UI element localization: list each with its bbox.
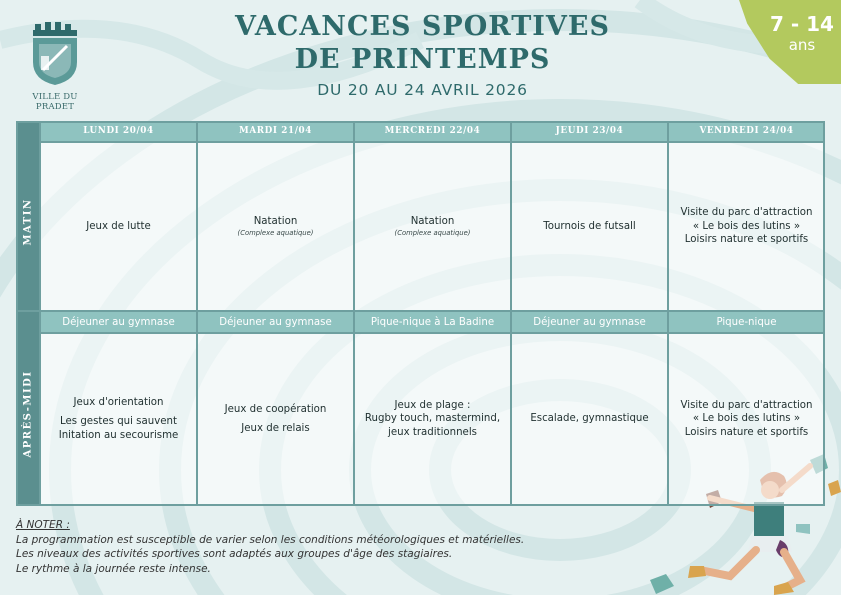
column-divider <box>39 121 41 506</box>
day-column <box>197 121 354 506</box>
afternoon-activity-cell <box>668 334 825 504</box>
note-line: La programmation est susceptible de varier selon les conditions météorologiques et matérielles. <box>16 533 525 546</box>
morning-band <box>16 121 40 322</box>
day-column <box>668 121 825 506</box>
note-line: Le rythme à la journée reste intense. <box>16 562 211 575</box>
age-unit: ans <box>788 36 816 54</box>
afternoon-activity-cell <box>197 334 354 504</box>
morning-activity-cell <box>668 143 825 310</box>
notes-section <box>16 518 596 576</box>
day-column <box>40 121 197 506</box>
page-title <box>150 10 695 99</box>
column-divider <box>196 121 198 506</box>
afternoon-activity-cell <box>511 334 668 504</box>
town-logo <box>16 22 94 112</box>
activity-line: Loisirs nature et sportifs <box>684 426 809 438</box>
age-range: 7 - 14 <box>770 12 834 36</box>
row-divider <box>40 141 825 143</box>
morning-activity-cell <box>511 143 668 310</box>
activity-line: Visite du parc d'attraction <box>680 399 813 411</box>
notes-heading: À NOTER : <box>16 519 70 531</box>
title-line-1: VACANCES SPORTIVES <box>235 11 610 42</box>
lunch-cell: Déjeuner au gymnase <box>40 312 197 332</box>
column-divider <box>510 121 512 506</box>
activity-location-note: (Complexe aquatique) <box>394 228 471 237</box>
activity-line: Natation <box>410 216 455 228</box>
day-column <box>511 121 668 506</box>
activity-line: Natation <box>253 216 298 228</box>
activity-line: Jeux de lutte <box>86 220 151 232</box>
note-line: Les niveaux des activités sportives sont adaptés aux groupes d'âge des stagiaires. <box>16 548 453 560</box>
date-range: DU 20 AU 24 AVRIL 2026 <box>317 81 528 99</box>
column-divider <box>353 121 355 506</box>
day-header: MERCREDI 22/04 <box>354 121 511 141</box>
activity-line: Initation au secourisme <box>58 429 179 441</box>
activity-line: Escalade, gymnastique <box>530 413 649 425</box>
afternoon-label: APRÈS-MIDI <box>22 370 34 458</box>
lunch-cell: Pique-nique <box>668 312 825 332</box>
day-header: JEUDI 23/04 <box>511 121 668 141</box>
activity-line: Visite du parc d'attraction <box>680 207 813 219</box>
day-header: LUNDI 20/04 <box>40 121 197 141</box>
day-column <box>354 121 511 506</box>
activity-line: « Le bois des lutins » <box>692 220 801 232</box>
morning-label: MATIN <box>22 197 34 246</box>
lunch-cell: Déjeuner au gymnase <box>197 312 354 332</box>
row-divider <box>16 310 825 312</box>
morning-activity-cell <box>40 143 197 310</box>
afternoon-band <box>16 322 40 506</box>
activity-line: Rugby touch, mastermind, <box>364 413 501 425</box>
activity-line: Jeux de relais <box>241 423 310 434</box>
lunch-cell: Déjeuner au gymnase <box>511 312 668 332</box>
coat-of-arms-icon <box>27 22 83 86</box>
activity-line: Jeux de coopération <box>224 403 327 415</box>
activity-line: Jeux de plage : <box>394 399 471 411</box>
activity-line: jeux traditionnels <box>388 426 477 438</box>
afternoon-activity-cell <box>40 334 197 504</box>
day-header: VENDREDI 24/04 <box>668 121 825 141</box>
row-divider <box>40 332 825 334</box>
column-divider <box>667 121 669 506</box>
activity-line: Tournois de futsall <box>543 220 636 232</box>
activity-line: « Le bois des lutins » <box>692 413 801 425</box>
morning-activity-cell <box>354 143 511 310</box>
morning-activity-cell <box>197 143 354 310</box>
age-badge <box>739 0 841 84</box>
activity-line: Les gestes qui sauvent <box>60 416 177 428</box>
lunch-cell: Pique-nique à La Badine <box>354 312 511 332</box>
title-line-2: DE PRINTEMPS <box>294 44 551 75</box>
schedule-table <box>16 121 825 506</box>
activity-line: Loisirs nature et sportifs <box>684 234 809 246</box>
town-name: VILLE DU PRADET <box>32 92 78 112</box>
day-header: MARDI 21/04 <box>197 121 354 141</box>
afternoon-activity-cell <box>354 334 511 504</box>
activity-line: Jeux d'orientation <box>73 396 164 408</box>
activity-location-note: (Complexe aquatique) <box>237 228 314 237</box>
